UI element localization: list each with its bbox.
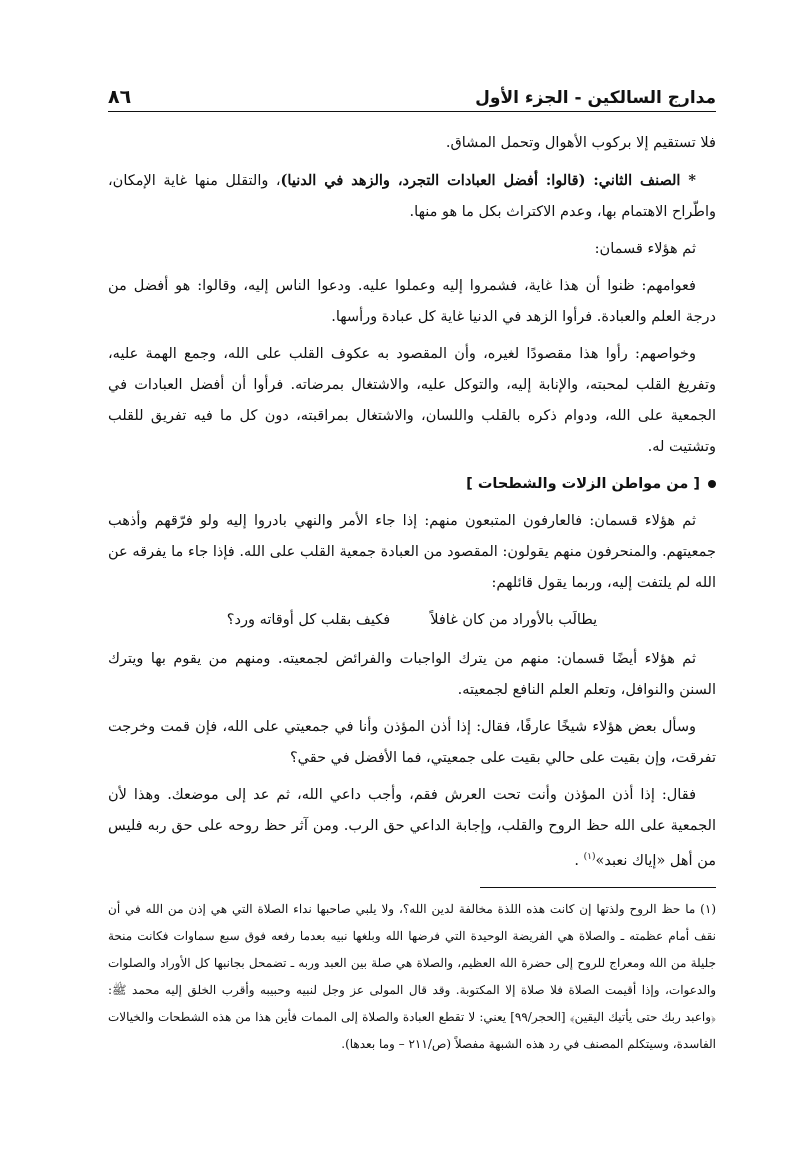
paragraph-5: وخواصهم: رأوا هذا مقصودًا لغيره، وأن المقصود به عكوف القلب على الله، وجمع الهمة عليه، وتفريغ القلب لمحبته، والإنابة إليه، والتوكل عليه، والاشتغال بمرضاته. فرأوا أن أفضل العبادات في الجمعية على الله، ودوام ذكره بالقلب واللسان، والاشتغال بمراقبته، دون كل ما فيه تفريق للقلب وتشتيت له. — [108, 346, 716, 455]
paragraph-2-rest: ، والتقلل منها غاية الإمكان، واطّراح الاهتمام بها، وعدم الاكتراث بكل ما هو منها. — [108, 173, 716, 220]
paragraph-9-end: . — [574, 852, 580, 869]
footnote-1: (١) ما حظ الروح ولذتها إن كانت هذه اللذة مخالفة لدين الله؟، ولا يلبي صاحبها نداء الصلاة التي هي إذن من الله في أن نقف أمام عظمته ـ والصلاة هي الفريضة الوحيدة التي فرضها الله وبلغها نبيه بعدما رفعه فوق سبع سماوات فكانت منحة جليلة من الله ومعراج للروح إلى حضرة الله العظيم، والصلاة هي صلة بين العبد وربه ـ تضمحل بجانبها كل الأوراد والصلوات والدعوات، وإذا أقيمت الصلاة فلا صلاة إلا المكتوبة. وقد قال المولى عز وجل لنبيه وحبيبه وأقرب الخلق إليه محمد ﷺ: ﴿واعبد ربك حتى يأتيك اليقين﴾ [الحجر/٩٩] يعني: لا تقطع العبادة والصلاة إلى الممات فأين هذا من هذه الشطحات والخيالات الفاسدة، وسيتكلم المصنف في رد هذه الشبهة مفصلاً (ص/٢١١ – وما بعدها). — [108, 901, 716, 1051]
section-heading-text: [ من مواطن الزلات والشطحات ] — [466, 476, 700, 492]
running-header — [108, 82, 716, 112]
paragraph-6: ثم هؤلاء قسمان: فالعارفون المتبعون منهم: إذا جاء الأمر والنهي بادروا إليه ولو فرّقهم وأذهب جمعيتهم. والمنحرفون منهم يقولون: المقصود من العبادة جمعية القلب على الله. فإذا جاء ما يفرقه عن الله لم يلتفت إليه، وربما يقول قائلهم: — [108, 513, 716, 591]
paragraph-8: وسأل بعض هؤلاء شيخًا عارفًا، فقال: إذا أذن المؤذن وأنا في جمعيتي على الله، فإن قمت وخرجت تفرقت، وإن بقيت على حالي بقيت على جمعيتي، فما الأفضل في حقي؟ — [108, 719, 716, 766]
paragraph-3: ثم هؤلاء قسمان: — [594, 241, 696, 257]
book-title: مدارج السالكين - الجزء الأول — [475, 88, 716, 108]
paragraph-7: ثم هؤلاء أيضًا قسمان: منهم من يترك الواجبات والفرائض لجمعيته. ومنهم من يقوم بها ويترك السنن والنوافل، وتعلم العلم النافع لجمعيته. — [108, 651, 716, 698]
paragraph-4: فعوامهم: ظنوا أن هذا غاية، فشمروا إليه وعملوا عليه. ودعوا الناس إليه، وقالوا: هو أفضل من درجة العلم والعبادة. فرأوا الزهد في الدنيا غاية كل عبادة ورأسها. — [108, 278, 716, 325]
footnote-separator — [480, 887, 716, 888]
paragraph-2 — [108, 165, 716, 228]
paragraph-9 — [108, 780, 716, 877]
page-number: ٨٦ — [108, 86, 132, 108]
paragraph-9-text: فقال: إذا أذن المؤذن وأنت تحت العرش فقم، وأجب داعي الله، ثم عد إلى موضعك. وهذا لأن الجمعية على الله حظ الروح والقلب، وإجابة الداعي حق الرب. ومن آثر حظ روحه على حق ربه فليس من أهل «إياك نعبد» — [108, 787, 716, 869]
paragraph-2-lead: * الصنف الثاني: (قالوا: أفضل العبادات التجرد، والزهد في الدنيا) — [280, 172, 696, 189]
verse-second-hemistich: فكيف بقلب كل أوقاته ورد؟ — [226, 612, 391, 628]
paragraph-1: فلا تستقيم إلا بركوب الأهوال وتحمل المشاق. — [445, 135, 716, 151]
verse-first-hemistich: يطالَب بالأوراد من كان غافلاً — [430, 612, 598, 628]
footnotes — [108, 896, 716, 1058]
bullet-icon — [708, 480, 716, 488]
book-page — [108, 82, 716, 1058]
footnote-marker[interactable]: (١) — [583, 852, 596, 862]
main-text — [108, 128, 716, 877]
verse — [108, 605, 716, 636]
section-heading — [108, 469, 716, 500]
